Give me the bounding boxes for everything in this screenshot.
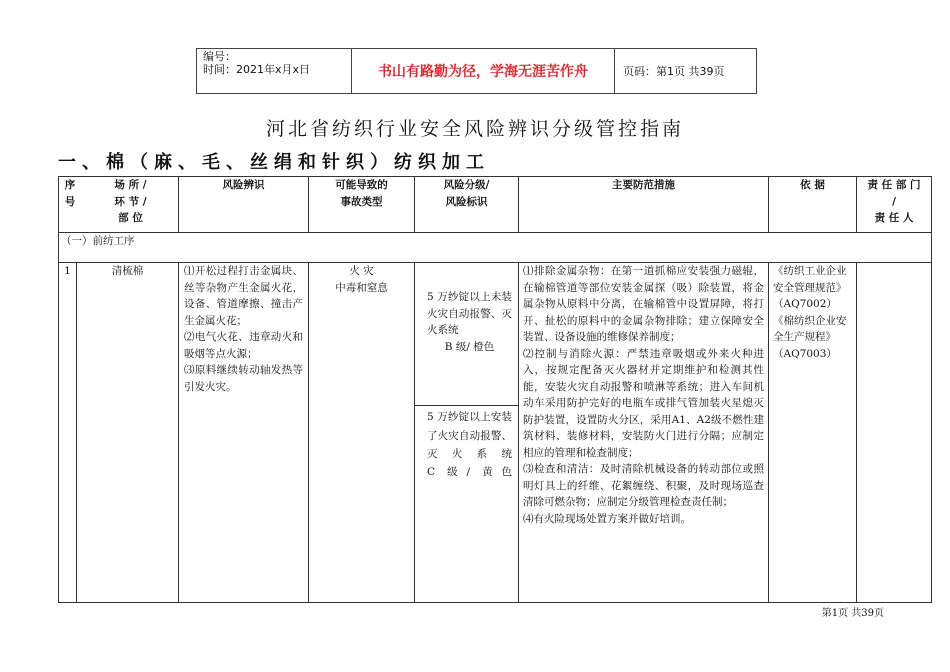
row-basis bbox=[769, 263, 857, 603]
number-label: 编号： bbox=[203, 50, 236, 63]
risk-table bbox=[58, 176, 932, 603]
level-b-cell bbox=[415, 263, 518, 406]
header-resp bbox=[857, 177, 932, 233]
header-level-2: 风险标识 bbox=[445, 195, 488, 208]
header-meta bbox=[197, 49, 352, 93]
row-seq: 1 bbox=[59, 263, 77, 603]
accident-fire: 火 灾 bbox=[349, 265, 374, 277]
row-place: 清梳棉 bbox=[77, 263, 179, 603]
subsection-row bbox=[59, 233, 932, 263]
header-seq-place bbox=[59, 177, 179, 233]
header-basis: 依 据 bbox=[769, 177, 857, 233]
measure-item: ⑶检查和清洁：及时清除机械设备的转动部位或照明灯具上的纤维、花絮缠绕、积聚，及时现场巡查清除可燃杂物；应制定分级管理检查责任制； bbox=[523, 463, 764, 508]
level-c-grade: C 级/ 黄色 bbox=[427, 465, 512, 478]
risk-item: ⑴开松过程打击金属块、丝等杂物产生金属火花，设备、管道摩擦、撞击产生金属火花； bbox=[184, 265, 303, 327]
level-b-grade: B 级/ 橙色 bbox=[444, 340, 495, 353]
header-measures: 主要防范措施 bbox=[519, 177, 769, 233]
header-place-2: 环 节 / bbox=[114, 195, 147, 208]
document-title: 河北省纺织行业安全风险辨识分级管控指南 bbox=[265, 118, 684, 140]
header-resp-3: 责 任 人 bbox=[874, 212, 914, 224]
header-level-1: 风险分级/ bbox=[443, 179, 490, 191]
basis-item: （AQ7003） bbox=[773, 347, 837, 360]
measure-item: ⑷有火险现场处置方案并做好培训。 bbox=[523, 512, 691, 525]
time-label: 时间：2021年x月x日 bbox=[203, 63, 311, 76]
header-level bbox=[415, 177, 519, 233]
header-resp-2: / bbox=[892, 195, 896, 208]
table-row bbox=[59, 263, 932, 603]
level-c-cell bbox=[415, 406, 518, 480]
header-seq: 序号 bbox=[64, 179, 76, 208]
row-measures bbox=[519, 263, 769, 603]
row-accident bbox=[309, 263, 415, 603]
risk-item: ⑶原料继续转动轴发热等引发火灾。 bbox=[184, 364, 303, 393]
header-accident bbox=[309, 177, 415, 233]
subsection-label: （一）前纺工序 bbox=[59, 233, 932, 263]
row-risk bbox=[179, 263, 309, 603]
row-resp bbox=[857, 263, 932, 603]
section-heading: 一、棉（麻、毛、丝绢和针织）纺织加工 bbox=[58, 152, 490, 173]
header-accident-2: 事故类型 bbox=[340, 195, 383, 208]
header-accident-1: 可能导致的 bbox=[335, 179, 388, 191]
footer-page-number: 第1页 共39页 bbox=[821, 608, 884, 619]
header-risk: 风险辨识 bbox=[179, 177, 309, 233]
document-header bbox=[196, 48, 757, 94]
level-c-desc: 5 万纱锭以上安装了火灾自动报警、灭火系统 bbox=[427, 411, 512, 460]
risk-item: ⑵电气火花、违章动火和吸烟等点火源； bbox=[184, 331, 303, 360]
header-resp-1: 责 任 部 门 bbox=[867, 179, 921, 191]
basis-item: 《棉纺织企业安全生产规程》 bbox=[773, 314, 847, 343]
level-b-desc: 5 万纱锭以上未装火灾自动报警、灭火系统 bbox=[427, 291, 512, 336]
accident-poison: 中毒和窒息 bbox=[335, 281, 388, 294]
header-place-3: 部 位 bbox=[118, 212, 143, 224]
basis-item: 《纺织工业企业安全管理规范》 bbox=[773, 265, 847, 294]
header-page-label: 页码：第1页 共39页 bbox=[623, 65, 725, 78]
row-level bbox=[415, 263, 519, 603]
basis-item: （AQ7002） bbox=[773, 298, 837, 310]
header-motto: 书山有路勤为径，学海无涯苦作舟 bbox=[352, 49, 615, 93]
measure-item: ⑴排除金属杂物：在第一道抓棉应安装强力磁辊，在输棉管道等部位安装金属探（吸）除装置，将金属杂物从原料中分离，在输棉管中设置屏障，将打开、扯松的原料中的金属杂物排除；建立保障安全装置、设备设施的维修保养制度； bbox=[523, 265, 764, 343]
measure-item: ⑵控制与消除火源：严禁违章吸烟或外来火种进入，按规定配备灭火器材并定期维护和检测其性能，安装火灾自动报警和喷淋等系统；进入车间机动车采用防护完好的电瓶车或排气管加装火星熄灭防护装置，设置防火分区，采用A1、A2级不燃性建筑材料、装修材料，安装防火门进行分隔；应制定相应的管理和检查制度； bbox=[523, 347, 764, 459]
header-place-1: 场 所 / bbox=[114, 179, 147, 191]
table-header-row bbox=[59, 177, 932, 233]
